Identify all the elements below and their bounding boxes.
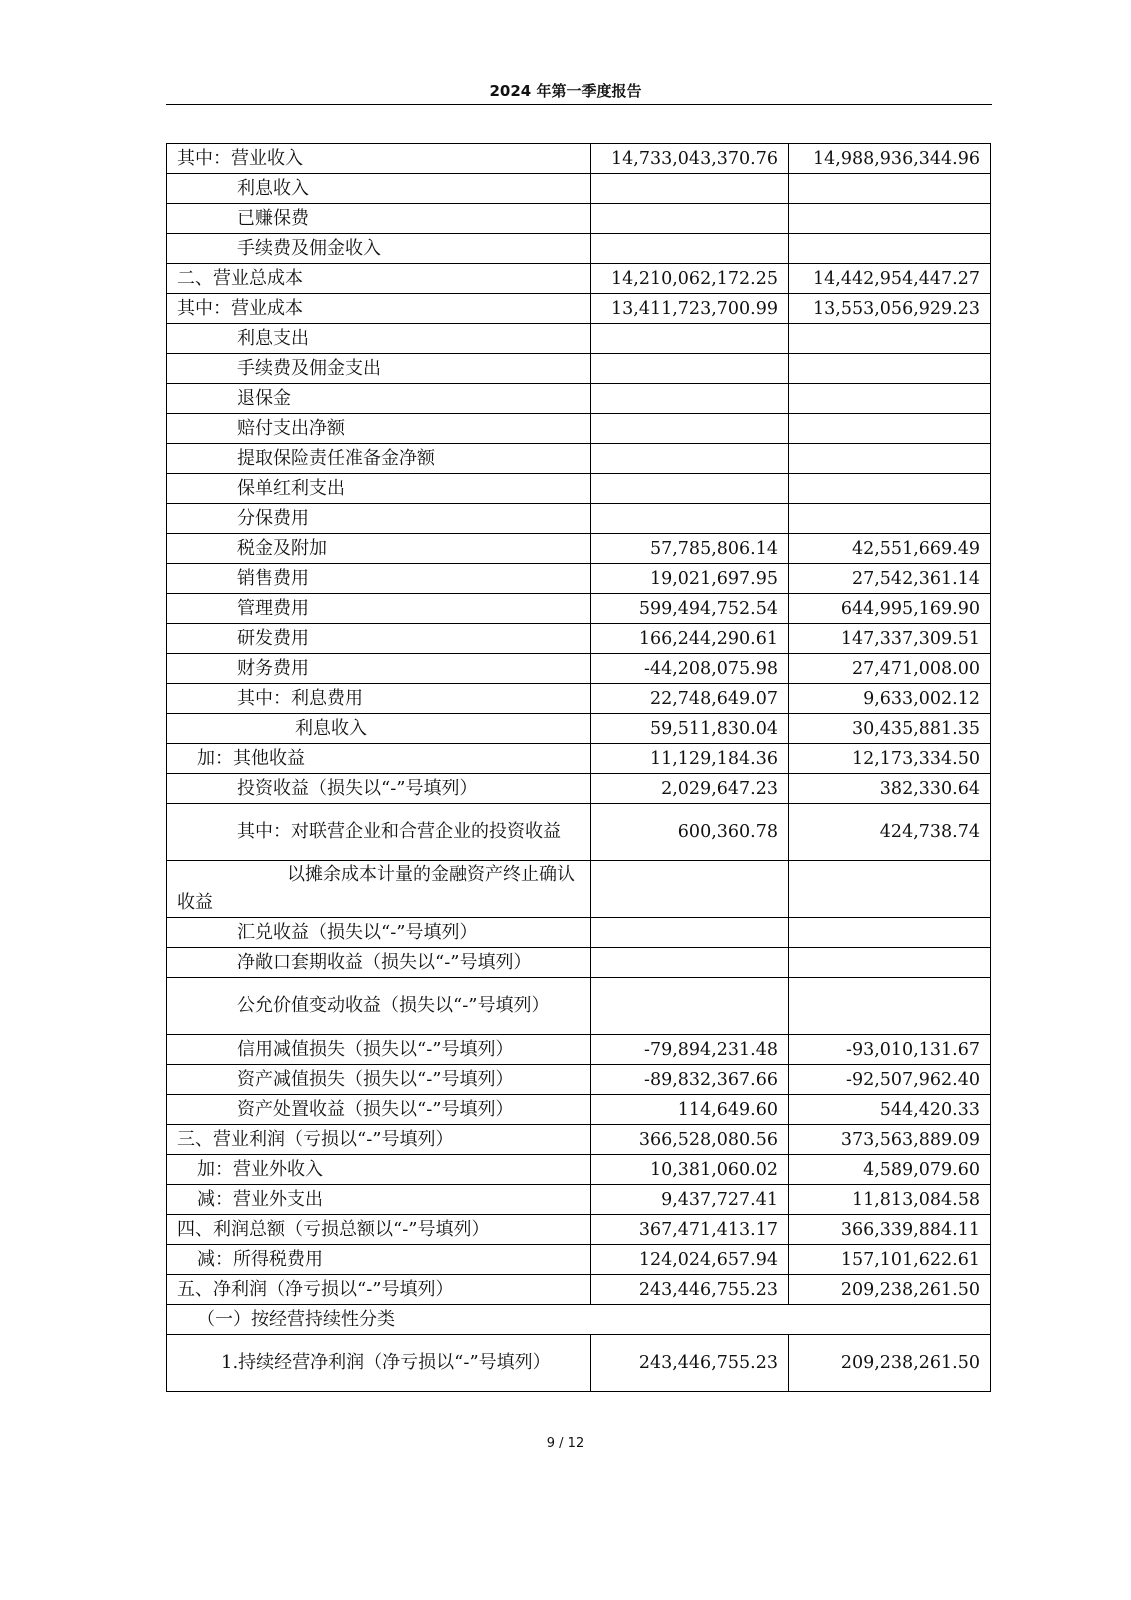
table-row [167, 1305, 991, 1335]
prior-period-value [789, 354, 991, 384]
page-number: 9 / 12 [546, 1436, 585, 1451]
section-heading: （一）按经营持续性分类 [167, 1305, 991, 1335]
row-label: 其中：对联营企业和合营企业的投资收益 [167, 804, 591, 861]
table-row [167, 1335, 991, 1392]
current-period-value [591, 444, 789, 474]
row-label: 手续费及佣金收入 [167, 234, 591, 264]
table-row [167, 684, 991, 714]
row-label: 资产处置收益（损失以“-”号填列） [167, 1095, 591, 1125]
prior-period-value: 147,337,309.51 [789, 624, 991, 654]
row-label: 已赚保费 [167, 204, 591, 234]
row-label: 五、净利润（净亏损以“-”号填列） [167, 1275, 591, 1305]
row-label: 其中：营业成本 [167, 294, 591, 324]
row-label: 保单红利支出 [167, 474, 591, 504]
row-label: 1.持续经营净利润（净亏损以“-”号填列） [167, 1335, 591, 1392]
current-period-value [591, 384, 789, 414]
row-label: 公允价值变动收益（损失以“-”号填列） [167, 978, 591, 1035]
row-label: 加：营业外收入 [167, 1155, 591, 1185]
table-row [167, 444, 991, 474]
prior-period-value [789, 948, 991, 978]
prior-period-value: 644,995,169.90 [789, 594, 991, 624]
row-label: 四、利润总额（亏损总额以“-”号填列） [167, 1215, 591, 1245]
current-period-value: 10,381,060.02 [591, 1155, 789, 1185]
current-period-value [591, 504, 789, 534]
prior-period-value: 209,238,261.50 [789, 1275, 991, 1305]
table-row [167, 1125, 991, 1155]
row-label: 分保费用 [167, 504, 591, 534]
prior-period-value: 42,551,669.49 [789, 534, 991, 564]
current-period-value: 114,649.60 [591, 1095, 789, 1125]
table-row [167, 204, 991, 234]
current-period-value [591, 978, 789, 1035]
row-label: 赔付支出净额 [167, 414, 591, 444]
current-period-value [591, 918, 789, 948]
row-label: 退保金 [167, 384, 591, 414]
current-period-value: 599,494,752.54 [591, 594, 789, 624]
row-label: 投资收益（损失以“-”号填列） [167, 774, 591, 804]
current-period-value: -44,208,075.98 [591, 654, 789, 684]
table-row [167, 384, 991, 414]
current-period-value [591, 234, 789, 264]
table-row [167, 714, 991, 744]
table-row [167, 354, 991, 384]
table-row [167, 774, 991, 804]
current-period-value: 600,360.78 [591, 804, 789, 861]
current-period-value: 22,748,649.07 [591, 684, 789, 714]
prior-period-value: 9,633,002.12 [789, 684, 991, 714]
row-label: 减：营业外支出 [167, 1185, 591, 1215]
income-statement-table [166, 143, 991, 1392]
prior-period-value: 544,420.33 [789, 1095, 991, 1125]
row-label: 利息收入 [167, 714, 591, 744]
prior-period-value [789, 204, 991, 234]
table-row [167, 1185, 991, 1215]
report-header-title: 2024 年第一季度报告 [489, 82, 642, 100]
table-row [167, 594, 991, 624]
table-row [167, 948, 991, 978]
prior-period-value: 157,101,622.61 [789, 1245, 991, 1275]
table-row [167, 918, 991, 948]
prior-period-value: 13,553,056,929.23 [789, 294, 991, 324]
table-row [167, 624, 991, 654]
prior-period-value [789, 414, 991, 444]
prior-period-value: 30,435,881.35 [789, 714, 991, 744]
table-row [167, 564, 991, 594]
table-row [167, 474, 991, 504]
current-period-value: 243,446,755.23 [591, 1335, 789, 1392]
prior-period-value [789, 324, 991, 354]
table-row [167, 174, 991, 204]
current-period-value [591, 324, 789, 354]
prior-period-value: 27,471,008.00 [789, 654, 991, 684]
row-label: 研发费用 [167, 624, 591, 654]
table-row [167, 1095, 991, 1125]
header-divider [166, 104, 992, 105]
row-label: 汇兑收益（损失以“-”号填列） [167, 918, 591, 948]
row-label: 三、营业利润（亏损以“-”号填列） [167, 1125, 591, 1155]
prior-period-value: -92,507,962.40 [789, 1065, 991, 1095]
row-label: 提取保险责任准备金净额 [167, 444, 591, 474]
row-label: 利息支出 [167, 324, 591, 354]
row-label: 资产减值损失（损失以“-”号填列） [167, 1065, 591, 1095]
prior-period-value [789, 978, 991, 1035]
row-label: 销售费用 [167, 564, 591, 594]
table-row [167, 504, 991, 534]
current-period-value [591, 474, 789, 504]
table-row [167, 264, 991, 294]
prior-period-value: 382,330.64 [789, 774, 991, 804]
table-row [167, 324, 991, 354]
prior-period-value: 14,988,936,344.96 [789, 144, 991, 174]
current-period-value: 57,785,806.14 [591, 534, 789, 564]
current-period-value: 366,528,080.56 [591, 1125, 789, 1155]
row-label: 利息收入 [167, 174, 591, 204]
table-row [167, 804, 991, 861]
prior-period-value [789, 861, 991, 918]
current-period-value: 13,411,723,700.99 [591, 294, 789, 324]
prior-period-value: 373,563,889.09 [789, 1125, 991, 1155]
table-row [167, 1065, 991, 1095]
table-row [167, 1275, 991, 1305]
prior-period-value: 4,589,079.60 [789, 1155, 991, 1185]
prior-period-value [789, 174, 991, 204]
current-period-value [591, 861, 789, 918]
prior-period-value [789, 918, 991, 948]
current-period-value: 9,437,727.41 [591, 1185, 789, 1215]
current-period-value: 14,210,062,172.25 [591, 264, 789, 294]
current-period-value [591, 414, 789, 444]
current-period-value [591, 948, 789, 978]
row-label: 手续费及佣金支出 [167, 354, 591, 384]
table-row [167, 1035, 991, 1065]
table-row [167, 294, 991, 324]
prior-period-value: 12,173,334.50 [789, 744, 991, 774]
prior-period-value [789, 234, 991, 264]
current-period-value: 19,021,697.95 [591, 564, 789, 594]
row-label: 财务费用 [167, 654, 591, 684]
table-row [167, 534, 991, 564]
prior-period-value: -93,010,131.67 [789, 1035, 991, 1065]
table-row [167, 1245, 991, 1275]
current-period-value: 14,733,043,370.76 [591, 144, 789, 174]
prior-period-value [789, 504, 991, 534]
table-row [167, 978, 991, 1035]
row-label: 二、营业总成本 [167, 264, 591, 294]
table-row [167, 414, 991, 444]
table-row [167, 654, 991, 684]
prior-period-value: 11,813,084.58 [789, 1185, 991, 1215]
current-period-value: 2,029,647.23 [591, 774, 789, 804]
table-row [167, 144, 991, 174]
current-period-value: 11,129,184.36 [591, 744, 789, 774]
prior-period-value [789, 384, 991, 414]
current-period-value: 243,446,755.23 [591, 1275, 789, 1305]
row-label: 其中：利息费用 [167, 684, 591, 714]
table-row [167, 1215, 991, 1245]
row-label: 税金及附加 [167, 534, 591, 564]
row-label: 净敞口套期收益（损失以“-”号填列） [167, 948, 591, 978]
current-period-value [591, 174, 789, 204]
current-period-value [591, 204, 789, 234]
table-row [167, 1155, 991, 1185]
current-period-value [591, 354, 789, 384]
current-period-value: 59,511,830.04 [591, 714, 789, 744]
row-label: 加：其他收益 [167, 744, 591, 774]
prior-period-value: 14,442,954,447.27 [789, 264, 991, 294]
prior-period-value: 424,738.74 [789, 804, 991, 861]
current-period-value: 124,024,657.94 [591, 1245, 789, 1275]
prior-period-value: 209,238,261.50 [789, 1335, 991, 1392]
row-label: 以摊余成本计量的金融资产终止确认收益 [167, 861, 591, 918]
prior-period-value [789, 474, 991, 504]
table-row [167, 234, 991, 264]
current-period-value: -79,894,231.48 [591, 1035, 789, 1065]
prior-period-value [789, 444, 991, 474]
current-period-value: -89,832,367.66 [591, 1065, 789, 1095]
row-label: 管理费用 [167, 594, 591, 624]
prior-period-value: 366,339,884.11 [789, 1215, 991, 1245]
row-label: 减：所得税费用 [167, 1245, 591, 1275]
row-label: 其中：营业收入 [167, 144, 591, 174]
current-period-value: 367,471,413.17 [591, 1215, 789, 1245]
current-period-value: 166,244,290.61 [591, 624, 789, 654]
prior-period-value: 27,542,361.14 [789, 564, 991, 594]
table-row [167, 861, 991, 918]
row-label: 信用减值损失（损失以“-”号填列） [167, 1035, 591, 1065]
table-row [167, 744, 991, 774]
